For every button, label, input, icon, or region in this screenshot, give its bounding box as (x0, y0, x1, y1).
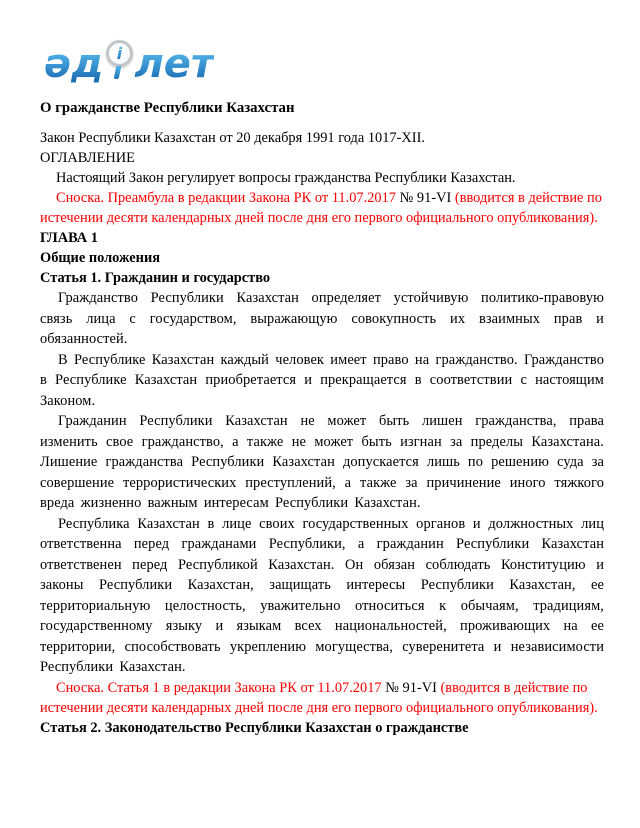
article1-footnote-law-number: № 91-VI (385, 679, 437, 696)
preamble-footnote-red-start: Сноска. Преамбула в редакции Закона РК от 11.07.2017 (56, 190, 400, 206)
intro-line: Настоящий Закон регулирует вопросы гражданства Республики Казахстан. (56, 170, 516, 186)
law-reference-line: Закон Республики Казахстан от 20 декабря 1991 года 1017-XII. (40, 130, 425, 146)
logo-text-left: әд (44, 41, 104, 87)
article1-footnote-red-end: (вводится в действие по истечении десяти календарных дней после дня его первого официального опубликования). (40, 679, 598, 716)
logo-letter-i: і (116, 43, 123, 63)
article1-paragraph-3: Гражданин Республики Казахстан не может быть лишен гражданства, права изменить свое гражданство, а также не может быть изгнан за пределы Казахстана. Лишение гражданства Республики Казахстан допускается лишь по решению суда за совершение террористических преступлений, а также за причинение иного тяжкого вреда жизненно важным интересам Республики Казахстан. (40, 413, 604, 511)
logo-text-right: лет (134, 41, 215, 87)
magnifier-lens (106, 40, 133, 67)
article2-heading: Статья 2. Законодательство Республики Казахстан о гражданстве (40, 719, 469, 736)
chapter-title: Общие положения (40, 250, 161, 266)
article1-footnote-red-start: Сноска. Статья 1 в редакции Закона РК от 11.07.2017 (56, 679, 386, 696)
chapter-number: ГЛАВА 1 (40, 230, 98, 246)
article1-heading: Статья 1. Гражданин и государство (40, 270, 271, 286)
letter-i-stem (114, 66, 122, 79)
article1-paragraph-1: Гражданство Республики Казахстан определяет устойчивую политико-правовую связь лица с государством, выражающую совокупность их взаимных прав и обязанностей. (40, 290, 604, 347)
adilet-logo[interactable] (44, 34, 604, 87)
toc-heading: ОГЛАВЛЕНИЕ (40, 150, 135, 166)
article1-paragraph-4: Республика Казахстан в лице своих государственных органов и должностных лиц ответственна перед гражданами Республики, а гражданин Республики Казахстан ответственен перед Республикой Казахстан. Он обязан соблюдать Конституцию и законы Республики Казахстан, защищать интересы Республики Казахстан, ее территориальную целостность, уважительно относиться к обычаям, традициям, государственному языку и языкам всех национальностей, проживающих на ее территории, способствовать укреплению могущества, суверенитета и независимости Республики Казахстан. (40, 515, 604, 675)
preamble-footnote-red-end: (вводится в действие по истечении десяти календарных дней после дня его первого официального опубликования). (40, 190, 602, 226)
preamble-footnote-law-number: № 91-VI (399, 190, 452, 206)
article1-footnote (40, 678, 604, 718)
document-title: О гражданстве Республики Казахстан (40, 100, 295, 116)
magnifier-icon (104, 40, 134, 79)
preamble-footnote (40, 188, 604, 228)
article1-paragraph-2: В Республике Казахстан каждый человек имеет право на гражданство. Гражданство в Республике Казахстан приобретается и прекращается в соответствии с настоящим Законом. (40, 351, 604, 409)
